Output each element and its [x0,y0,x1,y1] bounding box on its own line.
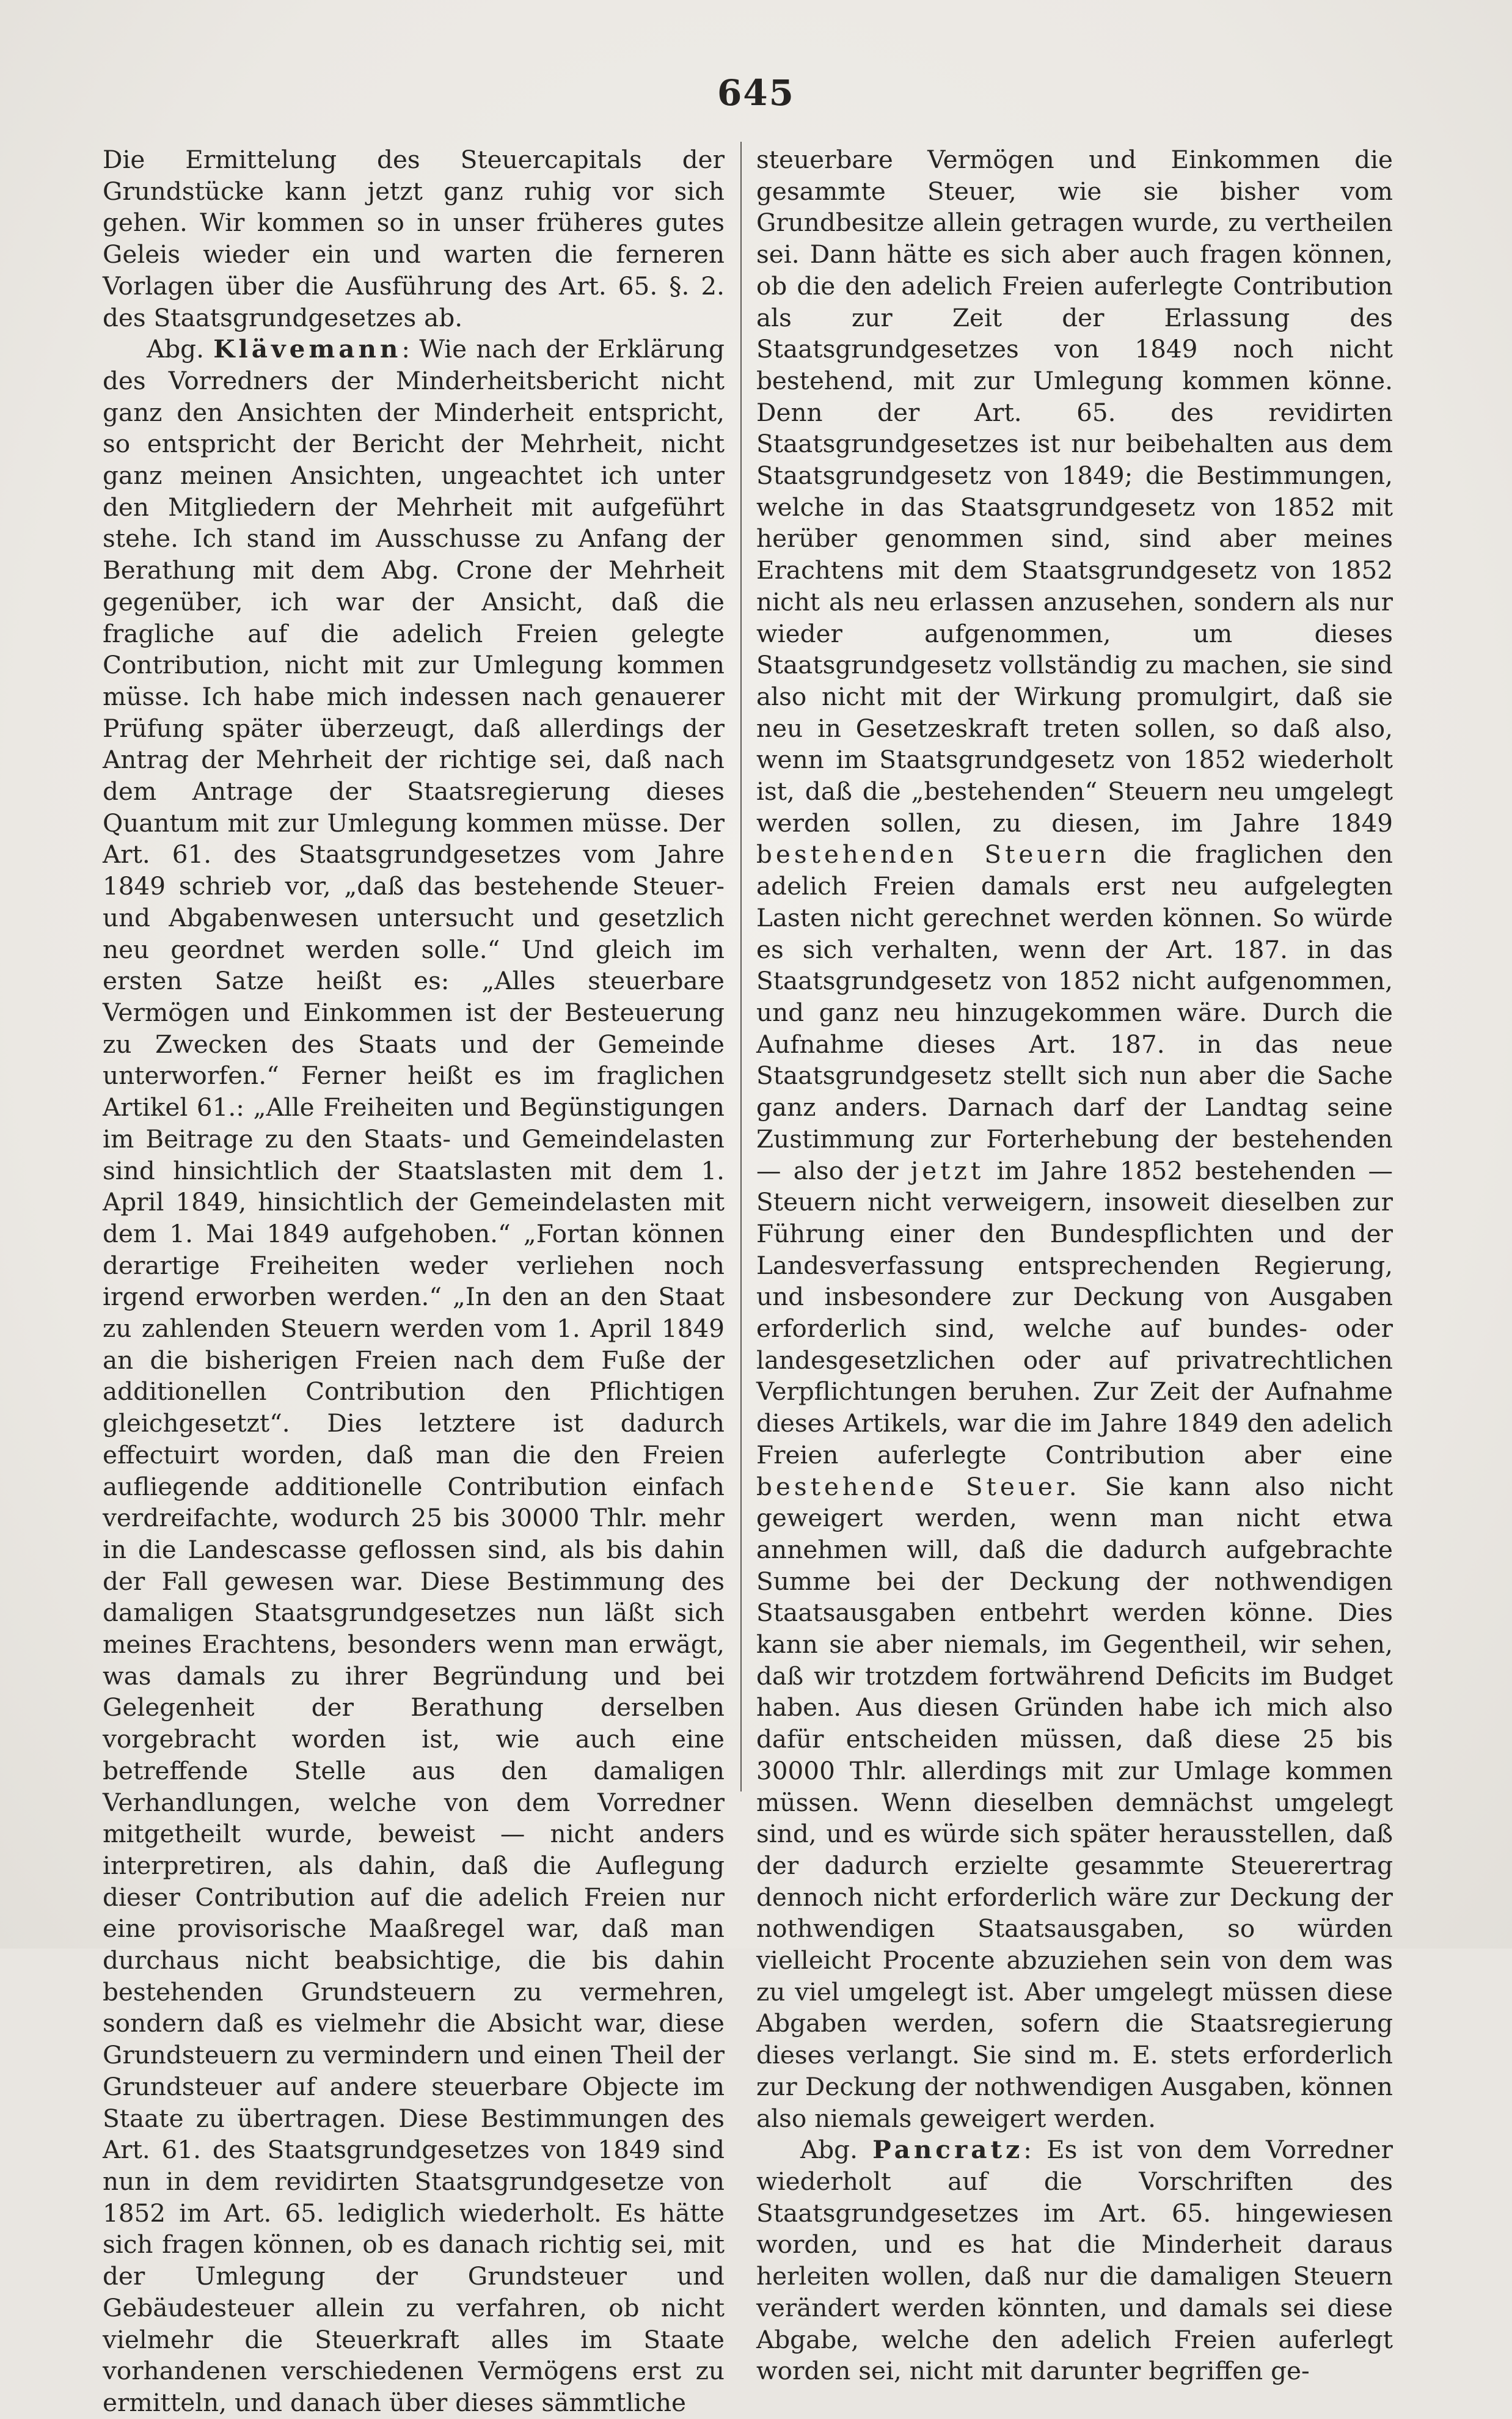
paragraph-text: : Wie nach der Erklärung des Vorredners der Minderheitsbericht nicht ganz den Ansichten der Minderheit entspricht, so entspricht der Bericht der Mehrheit, nicht ganz meinen Ansichten, ungeachtet ich unter den Mitgliedern der Mehrheit mit aufgeführt stehe. Ich stand im Ausschusse zu Anfang der Berathung mit dem Abg. Crone der Mehrheit gegenüber, ich war der Ansicht, daß die fragliche auf die adelich Freien gelegte Contribution, nicht mit zur Umlegung kommen müsse. Ich habe mich indessen nach genauerer Prüfung später überzeugt, daß allerdings der Antrag der Mehrheit der richtige sei, daß nach dem Antrage der Staatsregierung dieses Quantum mit zur Umlegung kommen müsse. Der Art. 61. des Staatsgrundgesetzes vom Jahre 1849 schrieb vor, „daß das bestehende Steuer- und Abgabenwesen untersucht und gesetzlich neu geordnet werden solle.“ Und gleich im ersten Satze heißt es: „Alles steuerbare Vermögen und Einkommen ist der Besteuerung zu Zwecken des Staats und der Gemeinde unterworfen.“ Ferner heißt es im fraglichen Artikel 61.: „Alle Freiheiten und Begünstigungen im Beitrage zu den Staats- und Gemeindelasten sind hinsichtlich der Staatslasten mit dem 1. April 1849, hinsichtlich der Gemeindelasten mit dem 1. Mai 1849 aufgehoben.“ „Fortan können derartige Freiheiten weder verliehen noch irgend erworben werden.“ „In den an den Staat zu zahlenden Steuern werden vom 1. April 1849 an die bisherigen Freien nach dem Fuße der additionellen Contribution den Pflichtigen gleichgesetzt“. Dies letztere ist dadurch effectuirt worden, daß man die den Freien aufliegende additionelle Contribution einfach verdreifachte, wodurch 25 bis 30000 Thlr. mehr in die Landescasse geflossen sind, als bis dahin der Fall gewesen war. Diese Bestimmung des damaligen Staatsgrundgesetzes nun läßt sich meines Erachtens, besonders wenn man erwägt, was damals zu ihrer Begründung und bei Gelegenheit der Berathung derselben vorgebracht worden ist, wie auch eine betreffende Stelle aus den damaligen Verhandlungen, welche von dem Vorredner mitgetheilt wurde, beweist — nicht anders interpretiren, als dahin, daß die Auflegung dieser Contribution auf die adelich Freien nur eine provisorische Maaßregel war, daß man durchaus nicht beabsichtige, die bis dahin bestehenden Grundsteuern zu vermehren, sondern daß es vielmehr die Absicht war, diese Grundsteuern zu vermindern und einen Theil der Grundsteuer auf andere steuerbare Objecte im Staate zu übertragen. Diese Bestimmungen des Art. 61. des Staatsgrundgesetzes von 1849 sind nun in dem revidirten Staatsgrundgesetze von 1852 im Art. 65. lediglich wiederholt. Es hätte sich fragen können, ob es danach richtig sei, mit der Umlegung der Grundsteuer und Gebäudesteuer allein zu verfahren, ob nicht vielmehr die Steuerkraft alles im Staate vorhandenen verschiedenen Vermögens erst zu ermitteln, und danach über dieses sämmtliche [103,334,725,2417]
speech-paragraph [103,334,725,2418]
speaker-prefix: Abg. [147,334,204,364]
speech-paragraph [756,2134,1393,2387]
speaker-name: Pancratz [872,2135,1024,2165]
paragraph-text: im Jahre 1852 bestehenden — Steuern nicht verweigern, insoweit dieselben zur Führung einer den Bundespflichten und der Landesverfassung entsprechenden Regierung, und insbesondere zur Deckung von Ausgaben erforderlich sind, welche auf bundes- oder landesgesetzlichen oder auf privatrechtlichen Verpflichtungen beruhen. Zur Zeit der Aufnahme dieses Artikels, war die im Jahre 1849 den adelich Freien auferlegte Contribution aber eine [756,1155,1393,1469]
speaker-prefix: Abg. [800,2135,858,2165]
spaced-emphasis: bestehenden Steuern [756,840,1110,869]
paragraph [756,144,1393,2134]
paragraph-text: Die Ermittelung des Steuercapitals der Grundstücke kann jetzt ganz ruhig vor sich gehen. Wir kommen so in unser früheres gutes Geleis wieder ein und warten die ferneren Vorlagen über die Ausführung des Art. 65. §. 2. des Staatsgrundgesetzes ab. [103,145,725,332]
left-column [103,144,725,2417]
paragraph-text: Sie kann also nicht geweigert werden, wenn man nicht etwa annehmen will, daß die dadurch aufgebrachte Summe bei der Deckung der nothwendigen Staatsausgaben entbehrt werden könne. Dies kann sie aber niemals, im Gegentheil, wir sehen, daß wir trotzdem fortwährend Deficits im Budget haben. Aus diesen Gründen habe ich mich also dafür entscheiden müssen, daß diese 25 bis 30000 Thlr. allerdings mit zur Umlage kommen müssen. Wenn dieselben demnächst umgelegt sind, und es würde sich später herausstellen, daß der dadurch erzielte gesammte Steuerertrag dennoch nicht erforderlich wäre zur Deckung der nothwendigen Staatsausgaben, so würden vielleicht Procente abzuziehen sein von dem was zu viel umgelegt ist. Aber umgelegt müssen diese Abgaben werden, sofern die Staatsregierung dieses verlangt. Sie sind m. E. stets erforderlich zur Deckung der nothwendigen Ausgaben, können also niemals geweigert werden. [756,1471,1393,2133]
speaker-name: Klävemann [213,334,402,364]
paragraph-text: : Es ist von dem Vorredner wiederholt auf die Vorschriften des Staatsgrundgesetzes im Art. 65. hingewiesen worden, und es hat die Minderheit daraus herleiten wollen, daß nur die damaligen Steuern verändert werden könnten, und damals sei diese Abgabe, welche den adelich Freien auferlegt worden sei, nicht mit darunter begriffen ge- [756,2135,1393,2386]
right-column [756,144,1393,2386]
paragraph-text: steuerbare Vermögen und Einkommen die gesammte Steuer, wie sie bisher vom Grundbesitze allein getragen wurde, zu vertheilen sei. Dann hätte es sich aber auch fragen können, ob die den adelich Freien auferlegte Contribution als zur Zeit der Erlassung des Staatsgrundgesetzes von 1849 noch nicht bestehend, mit zur Umlegung kommen könne. Denn der Art. 65. des revidirten Staatsgrundgesetzes ist nur beibehalten aus dem Staatsgrundgesetz von 1849; die Bestimmungen, welche in das Staatsgrundgesetz von 1852 mit herüber genommen sind, sind aber meines Erachtens mit dem Staatsgrundgesetz von 1852 nicht als neu erlassen anzusehen, sondern als nur wieder aufgenommen, um dieses Staatsgrundgesetz vollständig zu machen, sie sind also nicht mit der Wirkung promulgirt, daß sie neu in Gesetzeskraft treten sollen, so daß also, wenn im Staatsgrundgesetz von 1852 wiederholt ist, daß die „bestehenden“ Steuern neu umgelegt werden sollen, zu diesen, im Jahre 1849 [756,145,1393,838]
spaced-emphasis: jetzt [910,1155,985,1185]
column-divider [740,142,742,1791]
paragraph-text: die fraglichen den adelich Freien damals erst neu aufgelegten Lasten nicht gerechnet werden können. So würde es sich verhalten, wenn der Art. 187. in das Staatsgrundgesetz von 1852 nicht aufgenommen, und ganz neu hinzugekommen wäre. Durch die Aufnahme dieses Art. 187. in das neue Staatsgrundgesetz stellt sich nun aber die Sache ganz anders. Darnach darf der Landtag seine Zustimmung zur Forterhebung der bestehenden — also der [756,840,1393,1185]
paragraph [103,144,725,334]
page-number: 645 [717,72,795,114]
spaced-emphasis: bestehende Steuer. [756,1471,1081,1501]
